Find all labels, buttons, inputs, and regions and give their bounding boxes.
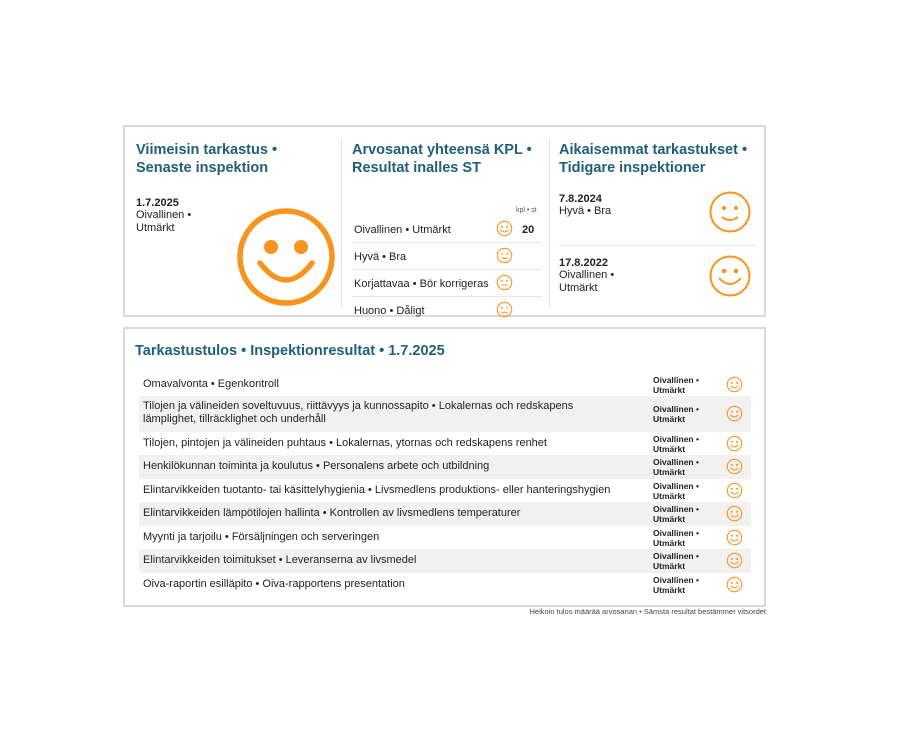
happy-smiley-icon — [496, 220, 513, 240]
happy-smiley-icon — [726, 376, 743, 396]
previous-inspections — [559, 141, 759, 294]
happy-smiley-icon — [726, 405, 743, 425]
row-result: Oivallinen • Utmärkt — [653, 457, 699, 477]
row-result: Oivallinen • Utmärkt — [653, 528, 699, 548]
happy-smiley-icon — [726, 505, 743, 525]
footnote: Heikoin tulos määrää arvosanan • Sämsta resultat bestämmer vitsordet — [529, 607, 766, 616]
previous-inspection-grade: Hyvä • Bra — [559, 205, 612, 217]
results-panel — [123, 327, 766, 607]
grade-totals — [352, 141, 542, 317]
grade-totals-title: Arvosanat yhteensä KPL • Resultat inalles ST — [352, 142, 532, 176]
previous-inspection-item — [559, 257, 755, 295]
previous-inspections-title: Aikaisemmat tarkastukset • Tidigare inspektioner — [559, 142, 748, 176]
grade-label: Korjattavaa • Bör korrigeras — [354, 278, 489, 290]
row-label: Myynti ja tarjoilu • Försäljningen och serveringen — [143, 531, 380, 543]
row-result: Oivallinen • Utmärkt — [653, 375, 699, 395]
row-label: Elintarvikkeiden tuotanto- tai käsittelyhygienia • Livsmedlens produktions- eller hanteringshygien — [143, 484, 611, 496]
previous-inspection-date: 7.8.2024 — [559, 193, 602, 205]
divider — [559, 245, 755, 246]
grade-row-poor — [352, 297, 542, 323]
previous-inspection-grade: Oivallinen • Utmärkt — [559, 269, 615, 294]
grade-count: 20 — [522, 224, 535, 236]
grade-row-excellent — [352, 216, 542, 243]
smile-smiley-icon — [709, 191, 751, 238]
table-row — [139, 526, 751, 549]
column-divider — [341, 139, 342, 307]
row-label: Elintarvikkeiden toimitukset • Leveranserna av livsmedel — [143, 554, 417, 566]
row-result: Oivallinen • Utmärkt — [653, 404, 699, 424]
grade-row-needs-correction — [352, 270, 542, 297]
sad-smiley-icon — [496, 301, 513, 321]
row-label: Henkilökunnan toiminta ja koulutus • Personalens arbete och utbildning — [143, 460, 490, 472]
row-label: Omavalvonta • Egenkontroll — [143, 378, 279, 390]
happy-smiley-icon — [726, 458, 743, 478]
table-row — [139, 396, 751, 432]
happy-smiley-icon — [726, 552, 743, 572]
row-label: Tilojen, pintojen ja välineiden puhtaus • Lokalernas, ytornas och redskapens renhet — [143, 437, 547, 449]
grade-label: Hyvä • Bra — [354, 251, 407, 263]
happy-smiley-icon — [726, 482, 743, 502]
previous-inspection-date: 17.8.2022 — [559, 257, 608, 269]
row-result: Oivallinen • Utmärkt — [653, 504, 699, 524]
previous-inspection-item — [559, 193, 755, 218]
happy-smiley-icon — [236, 207, 336, 312]
results-table — [139, 373, 751, 596]
happy-smiley-icon — [726, 435, 743, 455]
table-row — [139, 432, 751, 455]
grade-label: Huono • Dåligt — [354, 305, 425, 317]
row-label: Oiva-raportin esilläpito • Oiva-rapportens presentation — [143, 578, 405, 590]
grade-row-good — [352, 243, 542, 270]
neutral-smiley-icon — [496, 274, 513, 294]
smile-smiley-icon — [496, 247, 513, 267]
latest-inspection-grade: Oivallinen • Utmärkt — [136, 209, 192, 234]
row-result: Oivallinen • Utmärkt — [653, 481, 699, 501]
row-result: Oivallinen • Utmärkt — [653, 551, 699, 571]
table-row — [139, 549, 751, 573]
table-row — [139, 573, 751, 596]
row-result: Oivallinen • Utmärkt — [653, 575, 699, 595]
grade-label: Oivallinen • Utmärkt — [354, 224, 451, 236]
results-title: Tarkastustulos • Inspektionresultat • 1.7.2025 — [135, 343, 445, 359]
happy-smiley-icon — [709, 255, 751, 302]
happy-smiley-icon — [726, 576, 743, 596]
row-result: Oivallinen • Utmärkt — [653, 434, 699, 454]
latest-inspection — [136, 141, 336, 235]
table-row — [139, 502, 751, 526]
table-row — [139, 373, 751, 396]
summary-panel — [123, 125, 766, 317]
row-label: Elintarvikkeiden lämpötilojen hallinta • Kontrollen av livsmedlens temperaturer — [143, 507, 521, 519]
table-row — [139, 455, 751, 479]
row-label: Tilojen ja välineiden soveltuvuus, riittävyys ja kunnossapito • Lokalernas och redskapens lämplighet, tillräcklighet och underhåll — [143, 400, 574, 425]
latest-inspection-date: 1.7.2025 — [136, 197, 179, 209]
count-unit-label: kpl • st — [516, 207, 537, 214]
table-row — [139, 479, 751, 502]
column-divider — [549, 139, 550, 307]
happy-smiley-icon — [726, 529, 743, 549]
latest-inspection-title: Viimeisin tarkastus • Senaste inspektion — [136, 142, 278, 176]
